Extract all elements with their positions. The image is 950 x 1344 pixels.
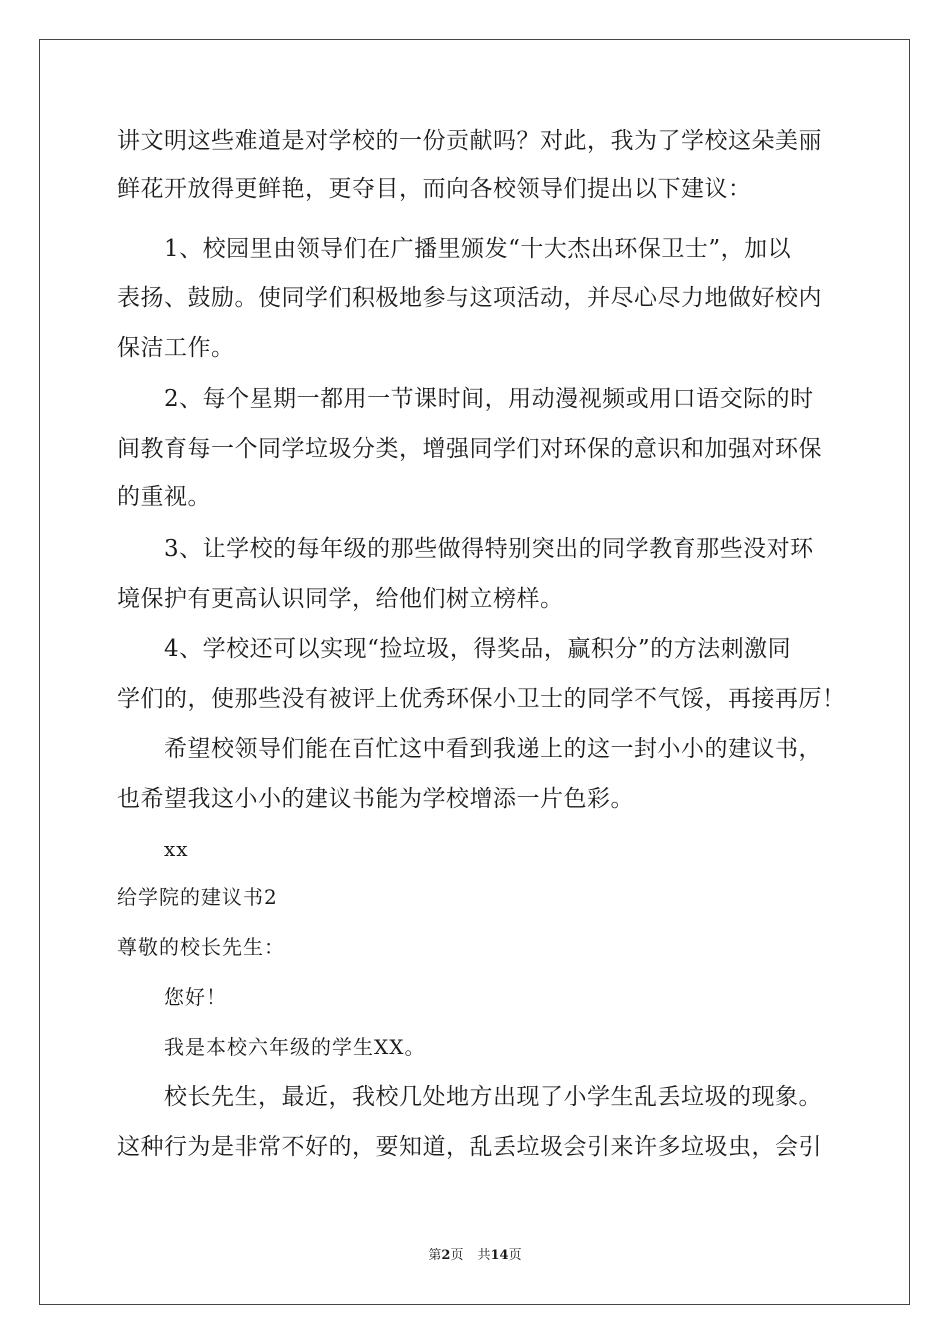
text-line: 鲜花开放得更鲜艳，更夺目，而向各校领导们提出以下建议： (117, 176, 752, 202)
text-line: 希望校领导们能在百忙这中看到我递上的这一封小小的建议书， (164, 736, 822, 762)
text-line: 这种行为是非常不好的，要知道，乱丢垃圾会引来许多垃圾虫，会引 (117, 1134, 822, 1160)
total-prefix: 共 (477, 1248, 491, 1263)
text-line: 间教育每一个同学垃圾分类，增强同学们对环保的意识和加强对环保 (117, 436, 822, 462)
page-mid: 页 (450, 1248, 464, 1263)
text-line: 表扬、鼓励。使同学们积极地参与这项活动，并尽心尽力地做好校内 (117, 285, 822, 311)
salutation: 尊敬的校长先生： (117, 935, 285, 959)
text-line: 2、每个星期一都用一节课时间，用动漫视频或用口语交际的时 (164, 386, 814, 412)
text-line: 的重视。 (117, 484, 211, 510)
page-current: 2 (441, 1248, 451, 1263)
total-suffix: 页 (508, 1248, 522, 1263)
text-line: 校长先生，最近，我校几处地方出现了小学生乱丢垃圾的现象。 (164, 1084, 822, 1110)
text-line: 讲文明这些难道是对学校的一份贡献吗？对此，我为了学校这朵美丽 (117, 128, 822, 154)
text-line: 也希望我这小小的建议书能为学校增添一片色彩。 (117, 786, 634, 812)
text-line: 学们的，使那些没有被评上优秀环保小卫士的同学不气馁，再接再厉！ (117, 686, 846, 712)
text-line: 境保护有更高认识同学，给他们树立榜样。 (117, 586, 564, 612)
greeting: 您好！ (164, 985, 227, 1009)
text-line: 4、学校还可以实现“捡垃圾，得奖品，赢积分”的方法刺激同 (164, 636, 792, 662)
page-total: 14 (490, 1248, 509, 1263)
page-footer (0, 1247, 950, 1265)
text-line: 1、校园里由领导们在广播里颁发“十大杰出环保卫士”，加以 (164, 236, 792, 262)
page-prefix: 第 (428, 1248, 442, 1263)
page-border (39, 39, 910, 1305)
text-line: 我是本校六年级的学生XX。 (164, 1035, 426, 1059)
section-title: 给学院的建议书2 (117, 885, 278, 909)
text-line: 保洁工作。 (117, 335, 235, 361)
text-line: 3、让学校的每年级的那些做得特别突出的同学教育那些没对环 (164, 536, 814, 562)
signature-line: xx (164, 837, 189, 861)
